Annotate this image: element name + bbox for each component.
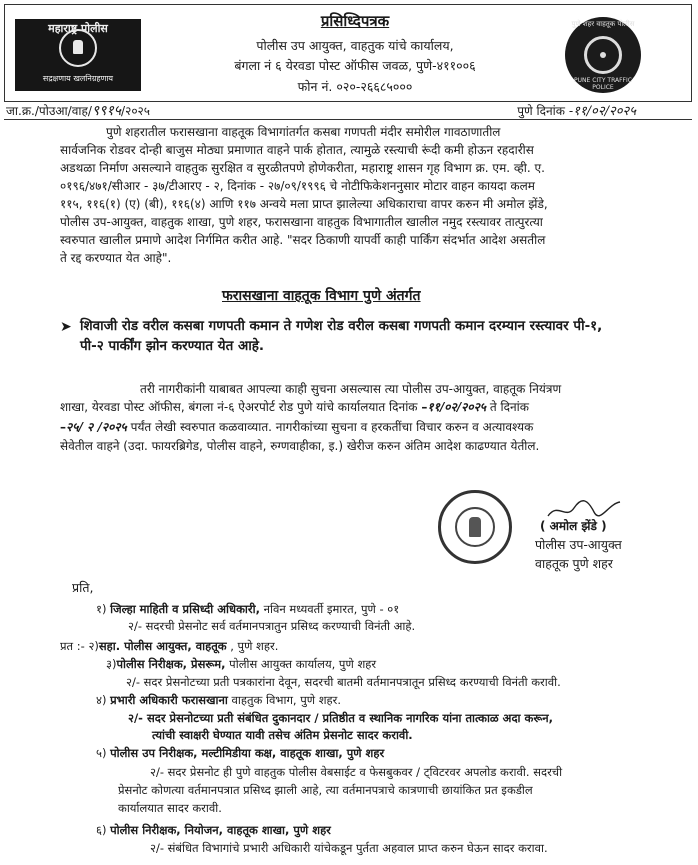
item-sub: २/- संबंधित विभागांचे प्रभारी अधिकारी यांचेकडून पुर्तता अहवाल प्राप्त करुन घेऊन सादर करावा. bbox=[150, 841, 548, 855]
logo-right-top-text: पुणे शहर वाहतूक पोलीस bbox=[571, 20, 635, 28]
item-sub: त्यांची स्वाक्षरी घेण्यात यावी तसेच अंतिम प्रेसनोट सादर करावी. bbox=[152, 728, 413, 742]
notice-text: पर्यंत लेखी स्वरुपात कळवाव्यात. नागरीकांच्या सुचना व हरकतींचा विचार करुन व अत्यावश्यक bbox=[130, 420, 534, 434]
item-head: पोलीस निरीक्षक, नियोजन, वाहतूक शाखा, पुणे शहर bbox=[110, 823, 331, 837]
office-name: पोलीस उप आयुक्त, वाहतुक यांचे कार्यालय, bbox=[256, 38, 454, 53]
date-from: ११/०२/२०२५ bbox=[427, 400, 487, 414]
item-sub: कार्यालयात सादर करावी. bbox=[118, 801, 222, 815]
notice-text: शाखा, येरवडा पोस्ट ऑफीस, बंगला नं-६ ऐअरपोर्ट रोड पुणे यांचे कार्यालयात दिनांक bbox=[60, 400, 418, 414]
reference-row bbox=[4, 101, 692, 120]
item-number: ४) bbox=[96, 693, 107, 707]
pune-traffic-police-logo bbox=[565, 17, 641, 93]
police-star-icon bbox=[59, 29, 97, 67]
intro-line: अडथळा निर्माण असल्याने वाहतुक सुरक्षित व सुरळीतपणे होणेकरीता, महाराष्ट्र शासन गृह विभाग क्र. एम. व्ही. ए. bbox=[60, 161, 545, 175]
item-rest: पोलीस आयुक्त कार्यालय, पुणे शहर bbox=[225, 657, 377, 671]
dash: – bbox=[60, 420, 66, 434]
item-sub: २/- सदर प्रेसनोटच्या प्रती संबंधित दुकानदार / प्रतिष्ठीत व स्थानिक नागरिक यांना तात्काळ अदा करून, bbox=[128, 711, 554, 725]
parking-order-line: शिवाजी रोड वरील कसबा गणपती कमान ते गणेश रोड वरील कसबा गणपती कमान दरम्यान रस्त्यावर पी-१, bbox=[80, 318, 603, 334]
emblem-icon bbox=[455, 507, 495, 547]
list-item bbox=[106, 656, 376, 672]
intro-line: ११५, ११६(१) (ए) (बी), ११६(४) आणि ११७ अन्वये मला प्राप्त झालेल्या अधिकाराचा वापर करुन मी अमोल झेंडे, bbox=[60, 197, 548, 211]
item-sub: २/- सदर प्रेसनोट ही पुणे वाहतुक पोलीस वेबसाईट व फेसबुकवर / ट्विटरवर अपलोड करावी. सदरची bbox=[150, 765, 563, 779]
list-item bbox=[96, 822, 331, 838]
item-head: पोलीस निरीक्षक, प्रेसरूम, bbox=[116, 657, 226, 671]
intro-line: ते रद्द करण्यात येत आहे". bbox=[60, 251, 172, 265]
prati-label: प्रति, bbox=[72, 580, 94, 595]
parking-order-line: पी-२ पार्कींग झोन करण्यात येत आहे. bbox=[80, 338, 265, 354]
notice-text: ते दिनांक bbox=[489, 400, 529, 414]
issue-date: ११/०२/२०२५ bbox=[573, 104, 636, 119]
letterhead bbox=[4, 4, 692, 102]
arrow-bullet-icon: ➤ bbox=[60, 319, 72, 335]
reference-number bbox=[6, 101, 150, 120]
item-sub: प्रेसनोट कोणत्या वर्तमानपत्रात प्रसिध्द झाली आहे, त्या वर्तमानपत्राचे कात्रणाची छायांकित प्रत इकडील bbox=[118, 783, 533, 797]
date-to: २५/ २ /२०२५ bbox=[66, 420, 127, 434]
item-sub: २/- सदरची प्रेसनोट सर्व वर्तमानपत्रातुन प्रसिध्द करण्याची विनंती आहे. bbox=[128, 619, 416, 633]
document-title: प्रसिध्दिपत्रक bbox=[320, 12, 390, 30]
place-date-label: पुणे दिनांक - bbox=[517, 104, 574, 118]
reference-handwritten-number: ९९१५ bbox=[91, 103, 122, 119]
item-head: प्रभारी अधिकारी फरासखाना bbox=[110, 693, 228, 707]
parking-order bbox=[80, 316, 680, 356]
section-heading: फरासखाना वाहतूक विभाग पुणे अंतर्गत bbox=[222, 288, 421, 304]
item-sub: २/- सदर प्रेसनोटच्या प्रती पत्रकारांना देवून, सदरची बातमी वर्तमानपत्रातून प्रसिध्द करण्याची विनंती करावी. bbox=[126, 675, 561, 689]
item-head: जिल्हा माहिती व प्रसिध्दी अधिकारी, bbox=[110, 602, 260, 616]
list-item bbox=[60, 638, 278, 654]
notice-line: सेवेतील वाहने (उदा. फायरब्रिगेड, पोलीस वाहने, रुग्णवाहीका, इ.) खेरीज करुन अंतिम आदेश काढण्यात येतील. bbox=[60, 439, 540, 453]
logo-right-bottom-text: PUNE CITY TRAFFIC POLICE bbox=[574, 77, 632, 91]
reference-year: /२०२५ bbox=[121, 104, 151, 118]
logo-left-title: महाराष्ट्र पोलीस bbox=[48, 22, 108, 35]
intro-line: पोलीस उप-आयुक्त, वाहतुक शाखा, पुणे शहर, फरासखाना वाहतुक विभागातील खालील नमुद रस्त्यावर तात्पुरत्या bbox=[60, 215, 543, 229]
list-item bbox=[96, 692, 341, 708]
office-phone: फोन नं. ०२०-२६६८५००० bbox=[297, 79, 413, 94]
item-number: १) bbox=[96, 602, 107, 616]
maharashtra-police-logo bbox=[15, 19, 141, 91]
item-rest: , पुणे शहर. bbox=[226, 639, 279, 653]
logo-left-motto: सद्रक्षणाय खलनिग्रहणाय bbox=[42, 74, 114, 83]
item-number: ५) bbox=[96, 746, 107, 760]
signatory-name: ( अमोल झेंडे ) bbox=[540, 519, 607, 533]
intro-line: ०१९६/४७१/सीआर - ३७/टीआरए - २, दिनांक - २७/०९/१९९६ चे नोटीफिकेशननुसार मोटार वाहन कायदा कलम bbox=[60, 179, 535, 193]
dash: – bbox=[421, 400, 428, 414]
intro-line: पुणे शहरातील फरासखाना वाहतूक विभागांतर्गत कसबा गणपती मंदीर समोरील गावठाणातील bbox=[106, 125, 501, 139]
item-head: पोलीस उप निरीक्षक, मल्टीमिडीया कक्ष, वाहतूक शाखा, पुणे शहर bbox=[110, 746, 385, 760]
item-number: ६) bbox=[96, 823, 107, 837]
reference-prefix: जा.क्र./पोउआ/वाह/ bbox=[6, 104, 92, 118]
item-rest: नविन मध्यवर्ती इमारत, पुणे - ०१ bbox=[259, 602, 400, 616]
office-address: बंगला नं ६ येरवडा पोस्ट ऑफीस जवळ, पुणे-४११००६ bbox=[234, 58, 476, 73]
intro-line: सार्वजनिक रोडवर दोन्ही बाजुस मोठ्या प्रमाणात वाहने पार्क होतात, त्यामुळे रस्त्याची रूंदी कमी होऊन रहदारीस bbox=[60, 143, 534, 157]
list-item bbox=[96, 745, 384, 761]
signatory-office: वाहतूक पुणे शहर bbox=[535, 556, 613, 571]
notice-line: तरी नागरीकांनी याबाबत आपल्या काही सुचना असल्यास त्या पोलीस उप-आयुक्त, वाहतूक नियंत्रण bbox=[140, 382, 562, 396]
item-head: सहा. पोलीस आयुक्त, वाहतूक bbox=[98, 639, 227, 653]
intro-line: स्वरुपात खालील प्रमाणे आदेश निर्गमित करीत आहे. "सदर ठिकाणी यापर्वी काही पार्किंग संदर्भात आदेश असतील bbox=[60, 233, 546, 247]
wheel-icon bbox=[584, 36, 622, 74]
item-rest: वाहतुक विभाग, पुणे शहर. bbox=[227, 693, 342, 707]
signatory-designation: पोलीस उप-आयुक्त bbox=[535, 537, 622, 552]
item-number: ३) bbox=[106, 657, 117, 671]
notice-line bbox=[60, 399, 529, 417]
official-seal bbox=[438, 490, 512, 564]
place-date bbox=[517, 101, 636, 119]
list-item bbox=[96, 601, 399, 617]
item-number: २) bbox=[88, 639, 99, 653]
copy-label: प्रत :- bbox=[60, 639, 85, 653]
notice-line bbox=[60, 419, 533, 437]
